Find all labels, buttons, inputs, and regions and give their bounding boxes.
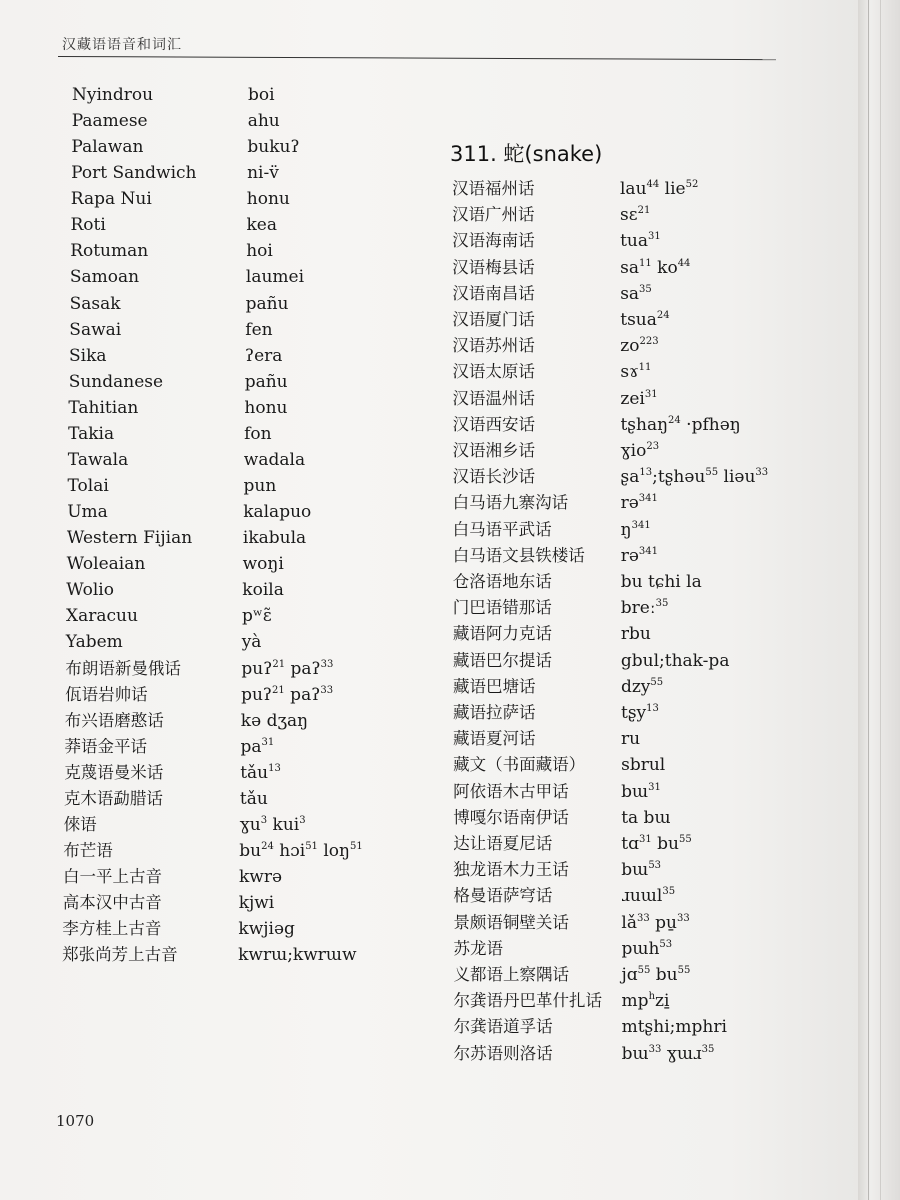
language-name: 汉语厦门话	[452, 310, 535, 329]
word-form: ɣu$^3$ kui$^3$	[239, 814, 306, 835]
word-form: sɤ$^{11}$	[620, 362, 652, 383]
word-form: bɯ$^{33}$ ɣɯɹ$^{35}$	[621, 1043, 715, 1064]
word-form: fen	[245, 319, 273, 340]
language-name: 汉语长沙话	[452, 467, 536, 487]
word-form: kalapuo	[243, 502, 312, 523]
language-name: 藏语巴塘话	[452, 676, 536, 696]
language-name: 藏语夏河话	[453, 729, 536, 749]
word-form: $bu^{24}$ hɔi$^{51}$ loŋ$^{51}$	[239, 841, 363, 862]
language-name: Tolai	[67, 476, 109, 497]
word-form: pun	[243, 476, 277, 497]
word-form: tʂy$^{13}$	[621, 703, 659, 723]
language-name: 白马语平武话	[452, 519, 552, 539]
word-form: bɯ$^{31}$	[621, 781, 661, 802]
language-name: 克蔑语曼米话	[64, 762, 164, 782]
page-edge-line	[868, 0, 869, 1200]
word-form: jɑ$^{55}$ $bu^{55}$	[621, 965, 691, 985]
language-name: 博嘎尔语南伊话	[453, 807, 569, 827]
language-name: 汉语海南话	[452, 231, 535, 251]
word-form: ta bɯ	[621, 807, 671, 828]
language-name: Wolio	[66, 580, 114, 601]
word-form: laumei	[245, 267, 305, 288]
word-form: dzy$^{55}$	[620, 676, 664, 697]
language-name: 汉语广州话	[452, 205, 535, 225]
language-name: 格曼语萨穹话	[453, 886, 553, 906]
word-form: pañu	[244, 371, 288, 392]
word-form: tǎu$^{13}$	[240, 762, 281, 783]
language-name: 郑张尚芳上古音	[62, 945, 178, 965]
language-name: Samoan	[69, 267, 140, 288]
language-name: Paamese	[71, 111, 148, 132]
word-form: sɛ$^{21}$	[620, 205, 651, 226]
word-form: ʔera	[245, 345, 283, 366]
word-form: puʔ$^{21}$ paʔ$^{33}$	[241, 684, 334, 705]
word-form: fon	[244, 423, 272, 444]
word-form: koila	[242, 580, 284, 601]
running-header: 汉藏语语音和词汇	[62, 37, 182, 53]
word-form: lau$^{44}$ lie$^{52}$	[620, 179, 699, 199]
language-name: Western Fijian	[66, 528, 193, 549]
word-form: ikabula	[242, 528, 307, 549]
language-name: 汉语温州话	[452, 388, 535, 408]
language-name: Tahitian	[68, 397, 139, 418]
word-form: kə dʒaŋ	[240, 710, 309, 731]
language-name: 藏语巴尔提话	[452, 650, 552, 670]
language-name: Sasak	[69, 293, 121, 314]
language-name: 景颇语铜壁关话	[453, 912, 569, 932]
word-form: gbul;thak-pa	[620, 650, 730, 671]
language-name: Sundanese	[68, 371, 164, 392]
language-name: Xaracuu	[66, 606, 138, 627]
language-name: Port Sandwich	[71, 163, 197, 184]
word-form: bukuʔ	[247, 137, 300, 158]
word-form: ni-v̈	[247, 163, 279, 184]
word-form: honu	[244, 397, 288, 418]
language-name: Palawan	[71, 137, 144, 158]
word-form: ʂa$^{13}$;tʂhəu$^{55}$ liəu$^{33}$	[620, 467, 769, 488]
language-name: 苏龙语	[453, 938, 503, 958]
language-name: 汉语西安话	[452, 414, 535, 434]
word-form: tɑ$^{31}$ $bu^{55}$	[621, 834, 692, 854]
language-name: 阿依语木古甲话	[453, 781, 569, 801]
word-form: breː$^{35}$	[620, 598, 669, 619]
word-form: tua$^{31}$	[620, 231, 661, 252]
language-name: 尔龚语道孚话	[453, 1017, 553, 1037]
word-form: yà	[241, 632, 262, 653]
language-name: 李方桂上古音	[62, 919, 162, 939]
language-name: 布兴语磨憨话	[64, 710, 164, 730]
word-form: $sa^{11}$ $ko^{44}$	[620, 257, 691, 278]
word-form: rə$^{341}$	[620, 545, 658, 566]
word-form: woŋi	[242, 554, 284, 575]
word-form: zei$^{31}$	[620, 388, 658, 409]
word-form: $sa^{35}$	[620, 283, 652, 304]
page-edge-line	[880, 0, 881, 1200]
language-name: 汉语梅县话	[452, 257, 535, 277]
word-form: kwjiəg	[238, 919, 295, 940]
language-name: Woleaian	[66, 554, 146, 575]
language-name: 高本汉中古音	[62, 893, 162, 913]
word-form: kwrə	[239, 867, 283, 888]
word-form: rə$^{341}$	[620, 493, 658, 514]
language-name: 义都语上察隅话	[453, 965, 569, 984]
language-name: 汉语太原话	[452, 362, 535, 382]
word-form: sbrul	[621, 755, 666, 776]
language-name: 佤语岩帅话	[65, 684, 148, 704]
word-form: ahu	[247, 111, 280, 132]
word-form: boi	[248, 85, 275, 105]
language-name: Rotuman	[70, 241, 149, 262]
language-name: Uma	[67, 502, 108, 523]
language-name: 倈语	[63, 814, 97, 834]
word-form: tʂhaŋ$^{24}$ ·pfhəŋ	[620, 414, 741, 435]
word-form: kwrɯ;kwrɯw	[238, 945, 357, 966]
language-name: 汉语南昌话	[452, 283, 535, 303]
language-name: Sawai	[69, 319, 122, 340]
language-name: 独龙语木力王话	[453, 860, 569, 880]
language-name: 达让语夏尼话	[453, 834, 553, 853]
language-name: 藏文（书面藏语）	[453, 755, 586, 775]
language-name: Yabem	[65, 632, 123, 653]
word-form: honu	[246, 189, 290, 210]
language-name: 藏语阿力克话	[452, 624, 552, 644]
language-name: 布芒语	[63, 841, 113, 861]
section-title: 311. 蛇(snake)	[450, 142, 603, 166]
language-name: 白马语文县铁楼话	[452, 545, 585, 565]
word-form: pʷɛ̃	[242, 606, 272, 627]
language-name: 尔龚语丹巴革什扎话	[453, 991, 603, 1011]
word-form: $lǎ^{33}$ pu̱$^{33}$	[621, 912, 690, 933]
page-edge	[858, 0, 900, 1200]
language-name: Sika	[69, 345, 107, 366]
language-name: 门巴语错那话	[452, 598, 552, 618]
word-form: tǎu	[239, 788, 268, 809]
language-name: Takia	[68, 423, 115, 444]
language-name: 汉语苏州话	[452, 336, 535, 356]
word-form: $mp^hzi̱$	[621, 991, 670, 1012]
language-name: Nyindrou	[72, 85, 154, 105]
language-name: 汉语湘乡话	[452, 441, 535, 460]
header-rule	[58, 56, 776, 60]
language-name: 白马语九寨沟话	[452, 493, 569, 513]
word-form: wadala	[243, 449, 306, 470]
word-form: rbu	[620, 624, 651, 645]
word-form: ɣio$^{23}$	[620, 441, 660, 461]
word-form: tsua$^{24}$	[620, 310, 670, 330]
language-name: Roti	[70, 215, 106, 236]
language-name: 莽语金平话	[64, 736, 147, 756]
page-number: 1070	[56, 1112, 95, 1130]
language-name: Tawala	[67, 449, 129, 470]
word-form: bu tɕhi la	[620, 572, 702, 592]
word-form: bɯ$^{53}$	[621, 860, 662, 881]
language-name: Rapa Nui	[70, 189, 152, 210]
word-form: ɹuɯl$^{35}$	[621, 886, 676, 907]
word-form: kjwi	[238, 893, 275, 914]
language-name: 尔苏语则洛话	[453, 1043, 553, 1063]
word-form: puʔ$^{21}$ paʔ$^{33}$	[241, 658, 334, 679]
word-form: hoi	[246, 241, 273, 262]
language-name: 藏语拉萨话	[453, 703, 536, 722]
language-name: 仓洛语地东话	[452, 572, 552, 591]
word-form: mtʂhi;mphri	[621, 1017, 727, 1038]
word-form: $ŋ^{341}$	[620, 519, 651, 540]
language-name: 汉语福州话	[452, 179, 535, 198]
word-form: $zo^{223}$	[620, 336, 659, 357]
language-name: 白一平上古音	[63, 867, 162, 887]
language-name: 克木语勐腊话	[63, 788, 163, 808]
word-form: kea	[246, 215, 277, 236]
language-name: 布朗语新曼俄话	[65, 658, 181, 678]
word-form: ru	[621, 729, 641, 750]
word-form: $pa^{31}$	[240, 736, 275, 757]
word-form: pɯh$^{53}$	[621, 938, 673, 959]
word-form: pañu	[245, 293, 289, 314]
